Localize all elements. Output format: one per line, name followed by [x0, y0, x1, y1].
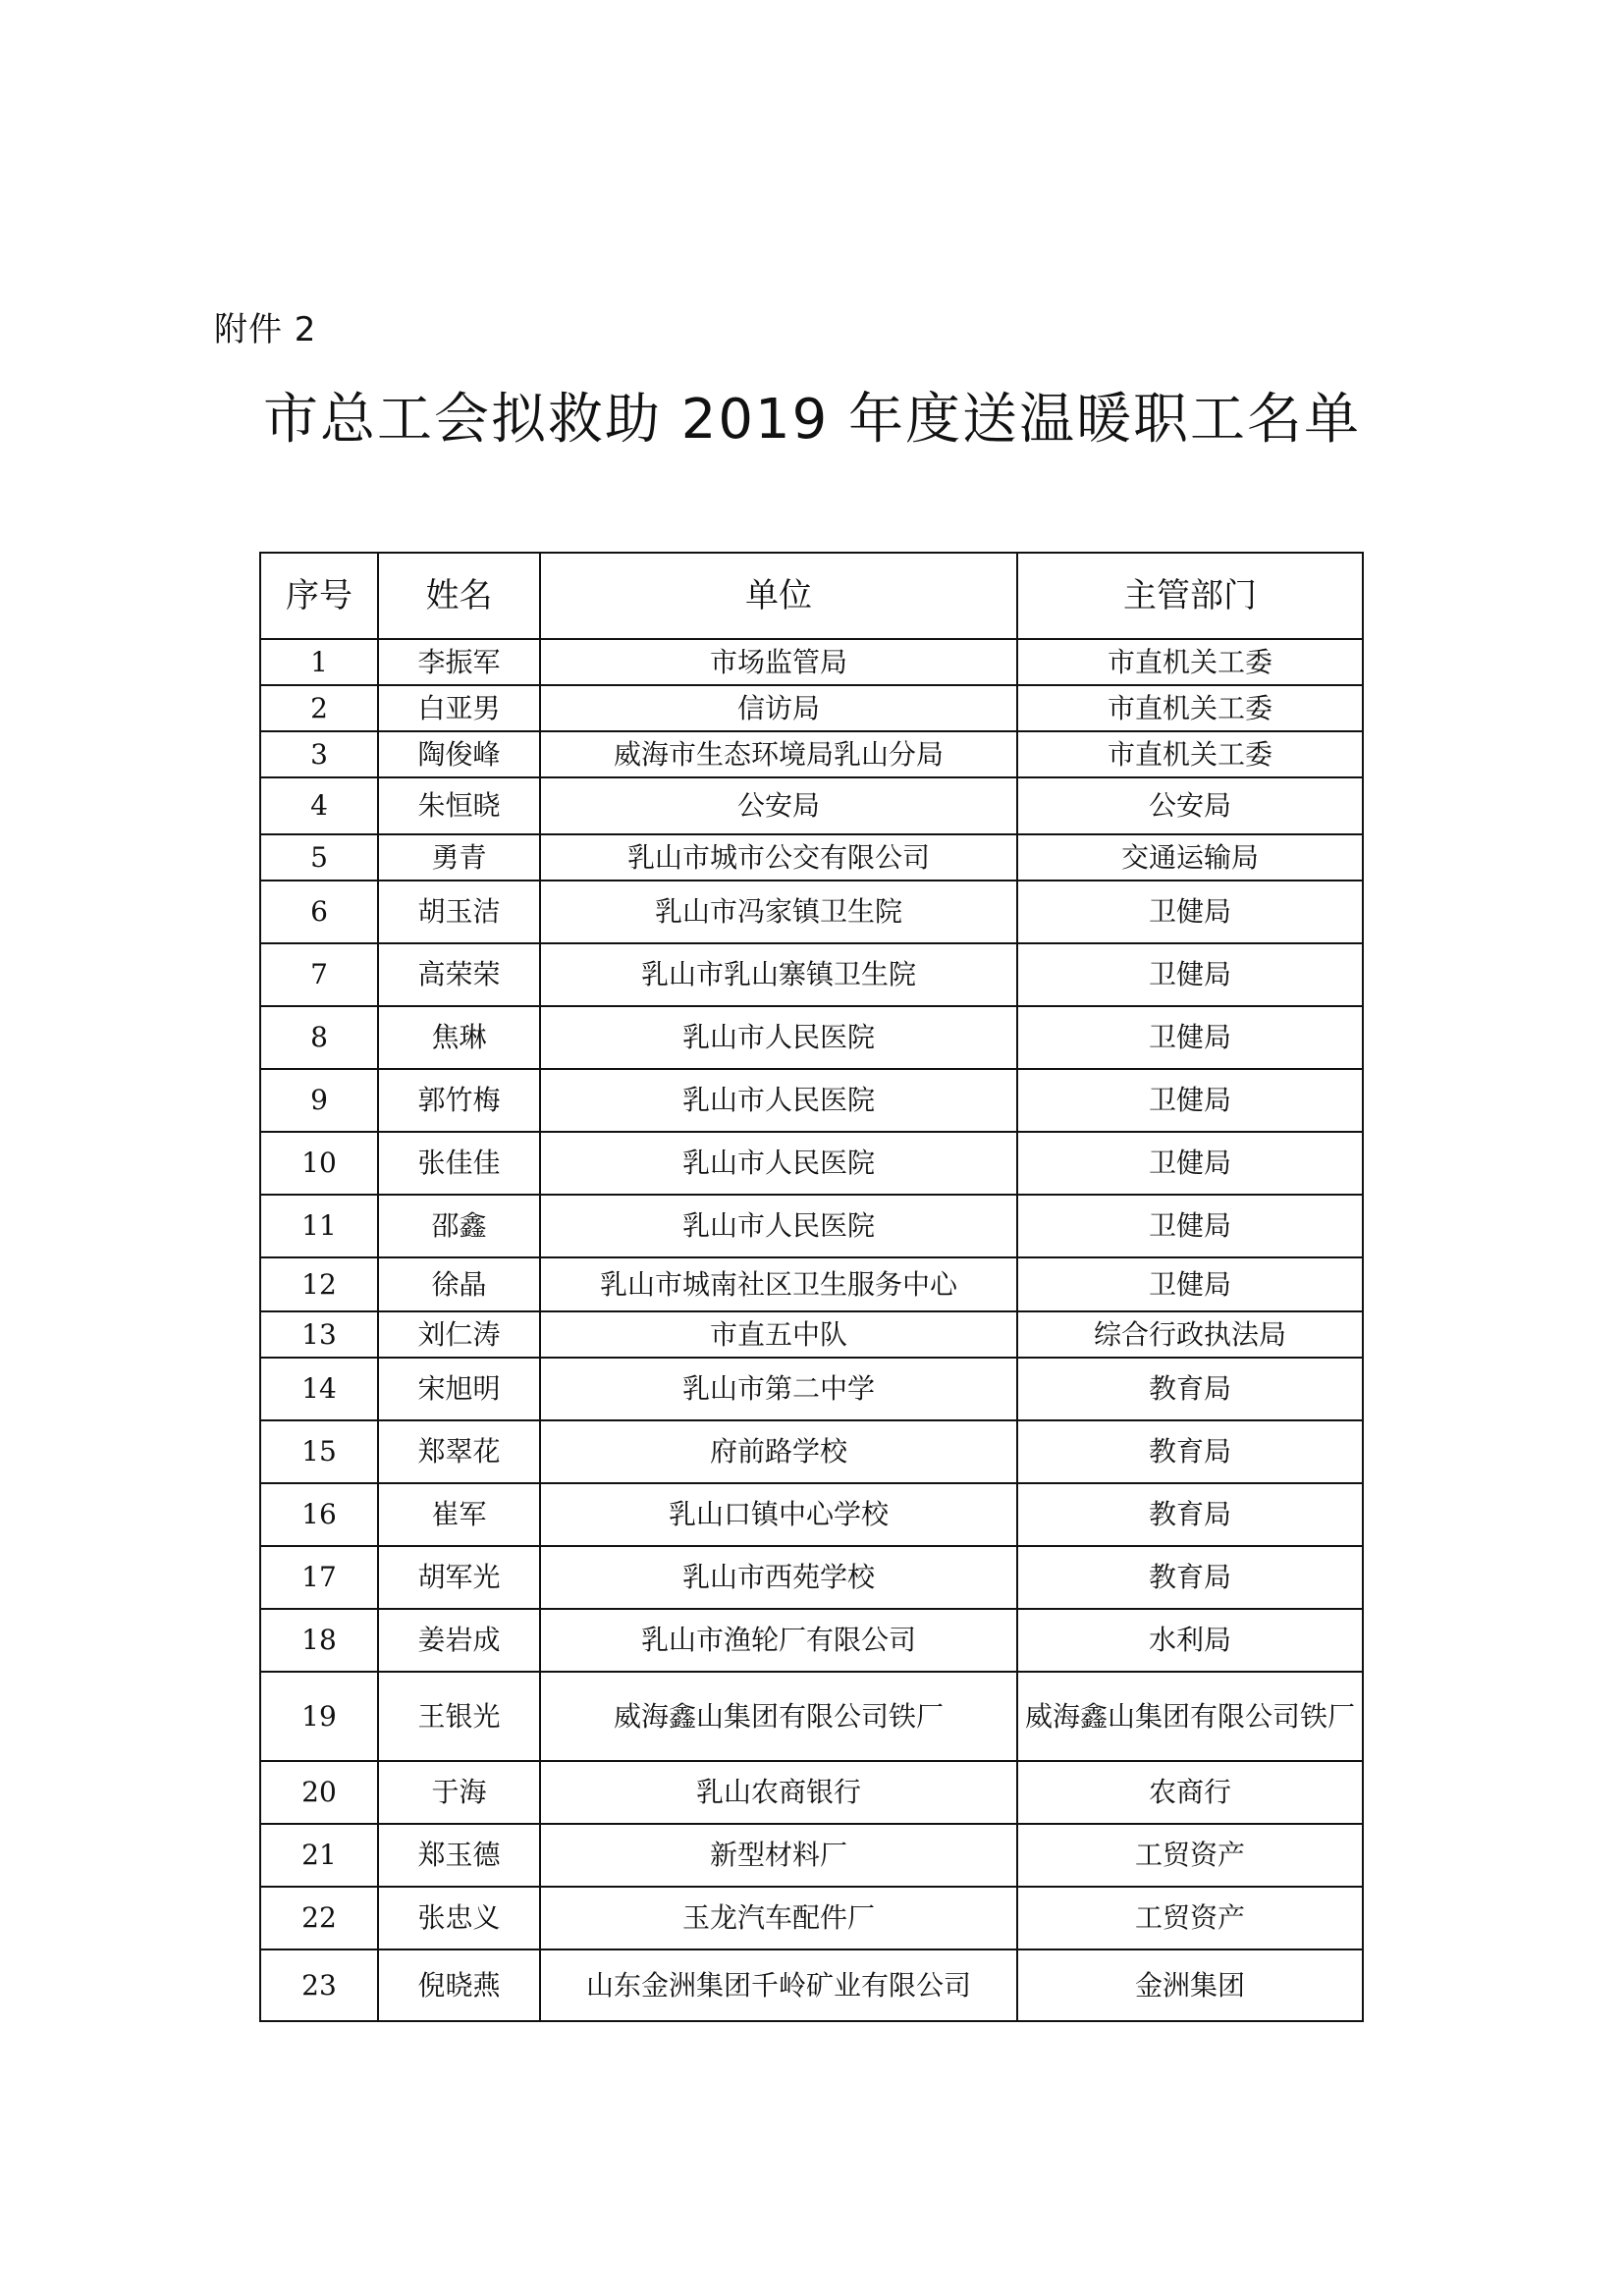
cell-unit: 乳山口镇中心学校 [540, 1483, 1017, 1546]
table-row [260, 1132, 1363, 1195]
cell-name: 胡军光 [378, 1546, 540, 1609]
cell-dept: 水利局 [1017, 1609, 1363, 1672]
table-row [260, 1358, 1363, 1420]
cell-name: 倪晓燕 [378, 1949, 540, 2021]
table-row [260, 1609, 1363, 1672]
cell-name: 焦琳 [378, 1006, 540, 1069]
cell-name: 姜岩成 [378, 1609, 540, 1672]
cell-seq: 11 [260, 1195, 378, 1257]
cell-name: 张忠义 [378, 1887, 540, 1949]
header-dept: 主管部门 [1017, 553, 1363, 639]
cell-seq: 4 [260, 777, 378, 834]
cell-name: 陶俊峰 [378, 731, 540, 777]
header-name: 姓名 [378, 553, 540, 639]
cell-name: 郑玉德 [378, 1824, 540, 1887]
cell-seq: 16 [260, 1483, 378, 1546]
table-row [260, 685, 1363, 731]
cell-seq: 12 [260, 1257, 378, 1311]
cell-seq: 13 [260, 1311, 378, 1358]
cell-dept: 卫健局 [1017, 1069, 1363, 1132]
cell-dept: 卫健局 [1017, 1006, 1363, 1069]
cell-dept: 市直机关工委 [1017, 685, 1363, 731]
cell-unit: 威海市生态环境局乳山分局 [540, 731, 1017, 777]
cell-unit: 乳山农商银行 [540, 1761, 1017, 1824]
cell-seq: 20 [260, 1761, 378, 1824]
attachment-label: 附件 2 [214, 310, 317, 349]
cell-seq: 1 [260, 639, 378, 685]
cell-unit: 乳山市人民医院 [540, 1069, 1017, 1132]
cell-dept: 卫健局 [1017, 943, 1363, 1006]
cell-dept: 教育局 [1017, 1483, 1363, 1546]
cell-dept: 卫健局 [1017, 1195, 1363, 1257]
recipient-table [259, 552, 1364, 2022]
cell-name: 徐晶 [378, 1257, 540, 1311]
table-row [260, 1195, 1363, 1257]
cell-seq: 3 [260, 731, 378, 777]
cell-dept: 卫健局 [1017, 881, 1363, 943]
table-row [260, 731, 1363, 777]
cell-name: 胡玉洁 [378, 881, 540, 943]
cell-unit: 玉龙汽车配件厂 [540, 1887, 1017, 1949]
cell-seq: 9 [260, 1069, 378, 1132]
table-row [260, 834, 1363, 881]
cell-dept: 工贸资产 [1017, 1887, 1363, 1949]
cell-unit: 乳山市城市公交有限公司 [540, 834, 1017, 881]
cell-dept: 卫健局 [1017, 1257, 1363, 1311]
table-row [260, 1824, 1363, 1887]
cell-name: 王银光 [378, 1672, 540, 1761]
cell-unit: 乳山市西苑学校 [540, 1546, 1017, 1609]
cell-seq: 19 [260, 1672, 378, 1761]
cell-unit: 市直五中队 [540, 1311, 1017, 1358]
header-unit: 单位 [540, 553, 1017, 639]
cell-seq: 22 [260, 1887, 378, 1949]
cell-dept: 市直机关工委 [1017, 731, 1363, 777]
cell-unit: 乳山市人民医院 [540, 1006, 1017, 1069]
cell-dept: 教育局 [1017, 1546, 1363, 1609]
cell-name: 于海 [378, 1761, 540, 1824]
document-title: 市总工会拟救助 2019 年度送温暖职工名单 [262, 388, 1362, 452]
cell-name: 李振军 [378, 639, 540, 685]
table-row [260, 1006, 1363, 1069]
cell-dept: 金洲集团 [1017, 1949, 1363, 2021]
table-header-row [260, 553, 1363, 639]
cell-dept: 卫健局 [1017, 1132, 1363, 1195]
table-row [260, 1483, 1363, 1546]
cell-dept: 农商行 [1017, 1761, 1363, 1824]
cell-unit: 府前路学校 [540, 1420, 1017, 1483]
cell-name: 张佳佳 [378, 1132, 540, 1195]
cell-name: 勇青 [378, 834, 540, 881]
cell-unit: 乳山市人民医院 [540, 1195, 1017, 1257]
cell-seq: 10 [260, 1132, 378, 1195]
cell-seq: 17 [260, 1546, 378, 1609]
cell-dept: 市直机关工委 [1017, 639, 1363, 685]
cell-unit: 乳山市人民医院 [540, 1132, 1017, 1195]
cell-seq: 6 [260, 881, 378, 943]
table-row [260, 1420, 1363, 1483]
cell-seq: 2 [260, 685, 378, 731]
cell-name: 崔军 [378, 1483, 540, 1546]
table-row [260, 1069, 1363, 1132]
cell-unit: 公安局 [540, 777, 1017, 834]
cell-dept: 公安局 [1017, 777, 1363, 834]
cell-seq: 18 [260, 1609, 378, 1672]
table-row [260, 1546, 1363, 1609]
cell-name: 郑翠花 [378, 1420, 540, 1483]
cell-seq: 8 [260, 1006, 378, 1069]
cell-seq: 14 [260, 1358, 378, 1420]
cell-name: 邵鑫 [378, 1195, 540, 1257]
table-row [260, 639, 1363, 685]
cell-dept: 工贸资产 [1017, 1824, 1363, 1887]
header-seq: 序号 [260, 553, 378, 639]
table-row [260, 1257, 1363, 1311]
cell-name: 郭竹梅 [378, 1069, 540, 1132]
cell-dept: 交通运输局 [1017, 834, 1363, 881]
cell-unit: 市场监管局 [540, 639, 1017, 685]
table-row [260, 1311, 1363, 1358]
cell-name: 宋旭明 [378, 1358, 540, 1420]
table-row [260, 943, 1363, 1006]
cell-unit: 乳山市冯家镇卫生院 [540, 881, 1017, 943]
cell-dept: 教育局 [1017, 1420, 1363, 1483]
cell-name: 高荣荣 [378, 943, 540, 1006]
table-row [260, 1949, 1363, 2021]
table-row [260, 881, 1363, 943]
table-row [260, 1672, 1363, 1761]
table-row [260, 777, 1363, 834]
cell-dept: 综合行政执法局 [1017, 1311, 1363, 1358]
cell-name: 白亚男 [378, 685, 540, 731]
table-row [260, 1887, 1363, 1949]
cell-name: 朱恒晓 [378, 777, 540, 834]
cell-seq: 7 [260, 943, 378, 1006]
cell-dept: 威海鑫山集团有限公司铁厂 [1017, 1672, 1363, 1761]
cell-unit: 乳山市渔轮厂有限公司 [540, 1609, 1017, 1672]
cell-seq: 5 [260, 834, 378, 881]
cell-unit: 乳山市城南社区卫生服务中心 [540, 1257, 1017, 1311]
cell-dept: 教育局 [1017, 1358, 1363, 1420]
cell-name: 刘仁涛 [378, 1311, 540, 1358]
cell-unit: 乳山市乳山寨镇卫生院 [540, 943, 1017, 1006]
cell-seq: 23 [260, 1949, 378, 2021]
cell-unit: 乳山市第二中学 [540, 1358, 1017, 1420]
cell-unit: 信访局 [540, 685, 1017, 731]
table-row [260, 1761, 1363, 1824]
cell-unit: 新型材料厂 [540, 1824, 1017, 1887]
cell-seq: 15 [260, 1420, 378, 1483]
cell-unit: 山东金洲集团千岭矿业有限公司 [540, 1949, 1017, 2021]
cell-seq: 21 [260, 1824, 378, 1887]
cell-unit: 威海鑫山集团有限公司铁厂 [540, 1672, 1017, 1761]
table-body [260, 639, 1363, 2021]
